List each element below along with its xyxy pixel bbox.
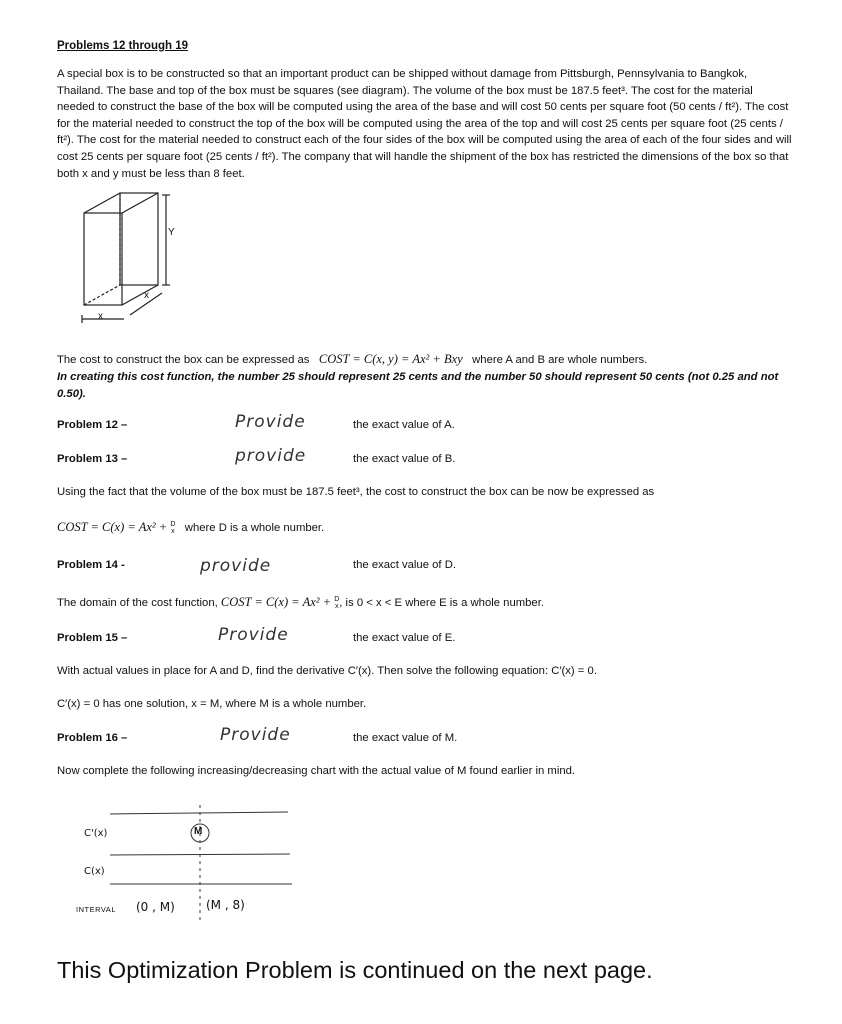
chart-interval-2: (M , 8): [206, 898, 245, 912]
chart-interval-label: INTERVAL: [76, 905, 116, 914]
problem-12-text: the exact value of A.: [353, 419, 455, 431]
sign-chart: [70, 800, 310, 933]
continued-note: This Optimization Problem is continued on the next page.: [57, 957, 653, 983]
cost-intro: The cost to construct the box can be expressed as: [57, 354, 310, 366]
problem-16-label: Problem 16 –: [57, 732, 128, 744]
derivative-sentence: With actual values in place for A and D, find the derivative C′(x). Then solve the following equation: C′(x) = 0.: [57, 665, 597, 677]
chart-interval-1: (0 , M): [136, 900, 175, 914]
problem-13-text: the exact value of B.: [353, 453, 456, 465]
problem-15-text: the exact value of E.: [353, 632, 456, 644]
problem-13-label: Problem 13 –: [57, 453, 128, 465]
cost-x-formula: COST = C(x) = Ax² +: [57, 520, 171, 534]
solution-sentence: C′(x) = 0 has one solution, x = M, where M is a whole number.: [57, 698, 367, 710]
cost-note: In creating this cost function, the number 25 should represent 25 cents and the number 50 should represent 50 cents (not 0.25 and not 0.50).: [57, 371, 779, 400]
domain-sentence: [57, 595, 817, 610]
problem-16-handwritten: Provide: [220, 725, 291, 745]
page-title: Problems 12 through 19: [57, 40, 189, 52]
cost-where: where A and B are whole numbers.: [472, 354, 648, 366]
fraction-denominator: x: [171, 528, 175, 536]
box-diagram: [70, 185, 210, 328]
cost-x-sentence: [57, 520, 817, 535]
cost-sentence: [57, 352, 797, 367]
volume-sentence: Using the fact that the volume of the box must be 187.5 feet³, the cost to construct the box can be now be expressed as: [57, 486, 655, 498]
problem-14-label: Problem 14 -: [57, 559, 125, 571]
diagram-label-x-side: x: [144, 290, 149, 301]
domain-start: The domain of the cost function,: [57, 597, 218, 609]
cost-formula: COST = C(x, y) = Ax² + Bxy: [318, 352, 463, 366]
chart-row-function-label: C(x): [84, 866, 105, 877]
fraction-numerator: D: [170, 521, 176, 529]
problem-14-text: the exact value of D.: [353, 559, 456, 571]
fraction-denominator: x: [335, 603, 339, 611]
problem-13-handwritten: provide: [235, 446, 307, 466]
chart-marker-m: M: [194, 826, 203, 837]
intro-paragraph: A special box is to be constructed so that an important product can be shipped without damage from Pittsburgh, Pennsylvania to Bangkok, Thailand. The base and top of the box must be squares (see diagram). The volume of the box must be 187.5 feet³. The cost for the material needed to construct the base of the box will be computed using the area of the base and will cost 50 cents per square foot (50 cents / ft²). The cost for the material needed to construct the top of the box will be computed using the area of the top and will cost 25 cents per square foot (25 cents / ft²). The cost for the material needed to construct each of the four sides of the box will be computed using the area of each of the four sides and will cost 25 cents per square foot (25 cents / ft²). The company that will handle the shipment of the box has restricted the dimensions of the box so that both x and y must be less than 8 feet.: [57, 68, 792, 180]
problem-15-label: Problem 15 –: [57, 632, 128, 644]
problem-14-handwritten: provide: [200, 556, 272, 576]
fraction-numerator: D: [334, 596, 340, 604]
domain-end: , is 0 < x < E where E is a whole number.: [339, 597, 544, 609]
problem-12-handwritten: Provide: [235, 412, 306, 432]
problem-15-handwritten: Provide: [218, 625, 289, 645]
diagram-label-y: Y: [168, 227, 175, 238]
domain-formula: COST = C(x) = Ax² +: [220, 595, 335, 609]
chart-row-derivative-label: C'(x): [84, 828, 108, 839]
cost-x-fraction: [170, 521, 175, 535]
chart-sentence: Now complete the following increasing/decreasing chart with the actual value of M found earlier in mind.: [57, 765, 576, 777]
problem-16-text: the exact value of M.: [353, 732, 458, 744]
cost-x-where: where D is a whole number.: [184, 522, 325, 534]
problem-12-label: Problem 12 –: [57, 419, 128, 431]
diagram-label-x-front: x: [98, 311, 103, 322]
